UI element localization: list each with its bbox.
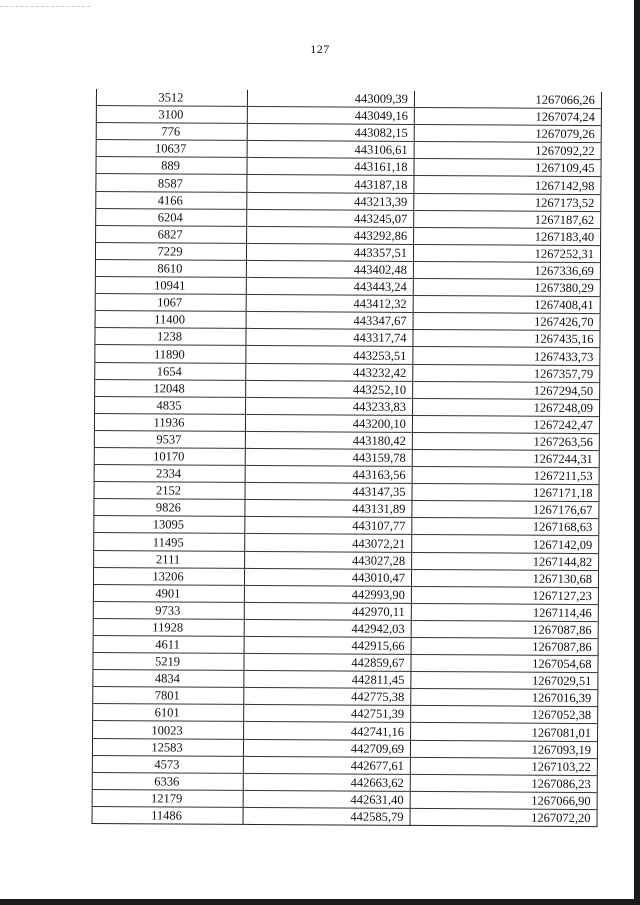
page-number: 127 bbox=[310, 42, 330, 56]
x-coordinate-cell: 443213,39 bbox=[247, 192, 414, 210]
x-coordinate-cell: 443357,51 bbox=[246, 243, 413, 261]
x-coordinate-cell: 443200,10 bbox=[245, 414, 412, 432]
y-coordinate-cell: 1267252,31 bbox=[413, 244, 600, 262]
point-id-cell: 12583 bbox=[92, 738, 243, 756]
point-id-cell: 6336 bbox=[92, 772, 243, 790]
point-id-cell: 10941 bbox=[95, 277, 246, 295]
x-coordinate-cell: 443347,67 bbox=[246, 312, 413, 330]
x-coordinate-cell: 442741,16 bbox=[244, 722, 411, 740]
point-id-cell: 11890 bbox=[95, 345, 246, 363]
x-coordinate-cell: 443412,32 bbox=[246, 295, 413, 313]
table-row bbox=[92, 806, 597, 826]
y-coordinate-cell: 1267435,16 bbox=[413, 330, 600, 348]
x-coordinate-cell: 443180,42 bbox=[245, 431, 412, 449]
x-coordinate-cell: 442775,38 bbox=[244, 688, 411, 706]
y-coordinate-cell: 1267087,86 bbox=[411, 620, 598, 638]
point-id-cell: 4166 bbox=[96, 191, 247, 209]
point-id-cell: 4835 bbox=[95, 396, 246, 414]
y-coordinate-cell: 1267183,40 bbox=[414, 227, 601, 245]
point-id-cell: 2111 bbox=[94, 550, 245, 568]
x-coordinate-cell: 443009,39 bbox=[247, 90, 414, 108]
point-id-cell: 1654 bbox=[95, 362, 246, 380]
coordinates-table-container bbox=[92, 89, 602, 827]
point-id-cell: 3512 bbox=[96, 89, 247, 107]
y-coordinate-cell: 1267066,26 bbox=[414, 91, 601, 109]
y-coordinate-cell: 1267092,22 bbox=[414, 142, 601, 160]
scan-right-edge bbox=[634, 0, 640, 905]
point-id-cell: 9826 bbox=[94, 499, 245, 517]
point-id-cell: 12179 bbox=[92, 789, 243, 807]
y-coordinate-cell: 1267357,79 bbox=[413, 364, 600, 382]
y-coordinate-cell: 1267187,62 bbox=[414, 210, 601, 228]
point-id-cell: 2334 bbox=[94, 465, 245, 483]
y-coordinate-cell: 1267171,18 bbox=[412, 484, 599, 502]
point-id-cell: 4834 bbox=[93, 670, 244, 688]
y-coordinate-cell: 1267433,73 bbox=[413, 347, 600, 365]
x-coordinate-cell: 442942,03 bbox=[244, 619, 411, 637]
y-coordinate-cell: 1267127,23 bbox=[411, 586, 598, 604]
x-coordinate-cell: 443082,15 bbox=[247, 124, 414, 142]
y-coordinate-cell: 1267294,50 bbox=[413, 381, 600, 399]
point-id-cell: 10023 bbox=[93, 721, 244, 739]
point-id-cell: 776 bbox=[96, 123, 247, 141]
x-coordinate-cell: 442811,45 bbox=[244, 671, 411, 689]
y-coordinate-cell: 1267263,56 bbox=[412, 432, 599, 450]
x-coordinate-cell: 443443,24 bbox=[246, 277, 413, 295]
point-id-cell: 4573 bbox=[92, 755, 243, 773]
x-coordinate-cell: 443252,10 bbox=[246, 380, 413, 398]
y-coordinate-cell: 1267081,01 bbox=[411, 723, 598, 741]
x-coordinate-cell: 443049,16 bbox=[247, 107, 414, 125]
x-coordinate-cell: 443161,18 bbox=[247, 158, 414, 176]
x-coordinate-cell: 443163,56 bbox=[245, 465, 412, 483]
x-coordinate-cell: 443159,78 bbox=[245, 448, 412, 466]
y-coordinate-cell: 1267130,68 bbox=[411, 569, 598, 587]
y-coordinate-cell: 1267016,39 bbox=[411, 689, 598, 707]
point-id-cell: 5219 bbox=[93, 653, 244, 671]
point-id-cell: 889 bbox=[96, 157, 247, 175]
x-coordinate-cell: 443010,47 bbox=[244, 568, 411, 586]
point-id-cell: 10170 bbox=[94, 447, 245, 465]
coordinates-table-body bbox=[92, 89, 601, 827]
y-coordinate-cell: 1267380,29 bbox=[413, 278, 600, 296]
x-coordinate-cell: 442709,69 bbox=[243, 739, 410, 757]
y-coordinate-cell: 1267176,67 bbox=[412, 501, 599, 519]
y-coordinate-cell: 1267408,41 bbox=[413, 296, 600, 314]
x-coordinate-cell: 443107,77 bbox=[245, 517, 412, 535]
x-coordinate-cell: 442993,90 bbox=[244, 585, 411, 603]
x-coordinate-cell: 442631,40 bbox=[243, 790, 410, 808]
point-id-cell: 1238 bbox=[95, 328, 246, 346]
x-coordinate-cell: 442970,11 bbox=[244, 602, 411, 620]
point-id-cell: 4901 bbox=[93, 584, 244, 602]
x-coordinate-cell: 442585,79 bbox=[243, 807, 410, 825]
point-id-cell: 7229 bbox=[95, 242, 246, 260]
x-coordinate-cell: 442663,62 bbox=[243, 773, 410, 791]
point-id-cell: 6827 bbox=[96, 225, 247, 243]
x-coordinate-cell: 443147,35 bbox=[245, 483, 412, 501]
y-coordinate-cell: 1267244,31 bbox=[412, 449, 599, 467]
y-coordinate-cell: 1267211,53 bbox=[412, 467, 599, 485]
y-coordinate-cell: 1267426,70 bbox=[413, 313, 600, 331]
x-coordinate-cell: 443292,86 bbox=[247, 226, 414, 244]
y-coordinate-cell: 1267144,82 bbox=[412, 552, 599, 570]
y-coordinate-cell: 1267142,09 bbox=[412, 535, 599, 553]
y-coordinate-cell: 1267029,51 bbox=[411, 672, 598, 690]
point-id-cell: 13095 bbox=[94, 516, 245, 534]
x-coordinate-cell: 443317,74 bbox=[246, 329, 413, 347]
scan-top-dash bbox=[0, 6, 90, 7]
x-coordinate-cell: 442751,39 bbox=[244, 705, 411, 723]
point-id-cell: 2152 bbox=[94, 482, 245, 500]
point-id-cell: 11936 bbox=[94, 413, 245, 431]
y-coordinate-cell: 1267074,24 bbox=[414, 108, 601, 126]
point-id-cell: 9537 bbox=[94, 430, 245, 448]
y-coordinate-cell: 1267168,63 bbox=[412, 518, 599, 536]
y-coordinate-cell: 1267066,90 bbox=[410, 791, 597, 809]
scan-bottom-edge bbox=[0, 899, 640, 905]
coordinates-table bbox=[92, 89, 602, 827]
y-coordinate-cell: 1267173,52 bbox=[414, 193, 601, 211]
point-id-cell: 6204 bbox=[96, 208, 247, 226]
y-coordinate-cell: 1267087,86 bbox=[411, 637, 598, 655]
point-id-cell: 8587 bbox=[96, 174, 247, 192]
x-coordinate-cell: 442677,61 bbox=[243, 756, 410, 774]
point-id-cell: 13206 bbox=[93, 567, 244, 585]
y-coordinate-cell: 1267242,47 bbox=[412, 415, 599, 433]
y-coordinate-cell: 1267248,09 bbox=[413, 398, 600, 416]
y-coordinate-cell: 1267052,38 bbox=[411, 706, 598, 724]
x-coordinate-cell: 443233,83 bbox=[246, 397, 413, 415]
y-coordinate-cell: 1267114,46 bbox=[411, 603, 598, 621]
y-coordinate-cell: 1267079,26 bbox=[414, 125, 601, 143]
point-id-cell: 11495 bbox=[94, 533, 245, 551]
x-coordinate-cell: 443245,07 bbox=[247, 209, 414, 227]
point-id-cell: 9733 bbox=[93, 601, 244, 619]
y-coordinate-cell: 1267109,45 bbox=[414, 159, 601, 177]
y-coordinate-cell: 1267142,98 bbox=[414, 176, 601, 194]
x-coordinate-cell: 442859,67 bbox=[244, 654, 411, 672]
point-id-cell: 4611 bbox=[93, 635, 244, 653]
point-id-cell: 11400 bbox=[95, 311, 246, 329]
x-coordinate-cell: 442915,66 bbox=[244, 636, 411, 654]
x-coordinate-cell: 443027,28 bbox=[245, 551, 412, 569]
y-coordinate-cell: 1267072,20 bbox=[410, 808, 597, 826]
point-id-cell: 10637 bbox=[96, 140, 247, 158]
x-coordinate-cell: 443106,61 bbox=[247, 141, 414, 159]
x-coordinate-cell: 443402,48 bbox=[246, 260, 413, 278]
point-id-cell: 11486 bbox=[92, 806, 243, 824]
point-id-cell: 11928 bbox=[93, 618, 244, 636]
x-coordinate-cell: 443253,51 bbox=[246, 346, 413, 364]
y-coordinate-cell: 1267336,69 bbox=[413, 261, 600, 279]
y-coordinate-cell: 1267086,23 bbox=[410, 774, 597, 792]
x-coordinate-cell: 443187,18 bbox=[247, 175, 414, 193]
point-id-cell: 6101 bbox=[93, 704, 244, 722]
y-coordinate-cell: 1267054,68 bbox=[411, 655, 598, 673]
point-id-cell: 1067 bbox=[95, 294, 246, 312]
x-coordinate-cell: 443131,89 bbox=[245, 500, 412, 518]
y-coordinate-cell: 1267103,22 bbox=[410, 757, 597, 775]
x-coordinate-cell: 443072,21 bbox=[245, 534, 412, 552]
x-coordinate-cell: 443232,42 bbox=[246, 363, 413, 381]
y-coordinate-cell: 1267093,19 bbox=[410, 740, 597, 758]
point-id-cell: 3100 bbox=[96, 106, 247, 124]
point-id-cell: 12048 bbox=[95, 379, 246, 397]
point-id-cell: 8610 bbox=[95, 259, 246, 277]
point-id-cell: 7801 bbox=[93, 687, 244, 705]
